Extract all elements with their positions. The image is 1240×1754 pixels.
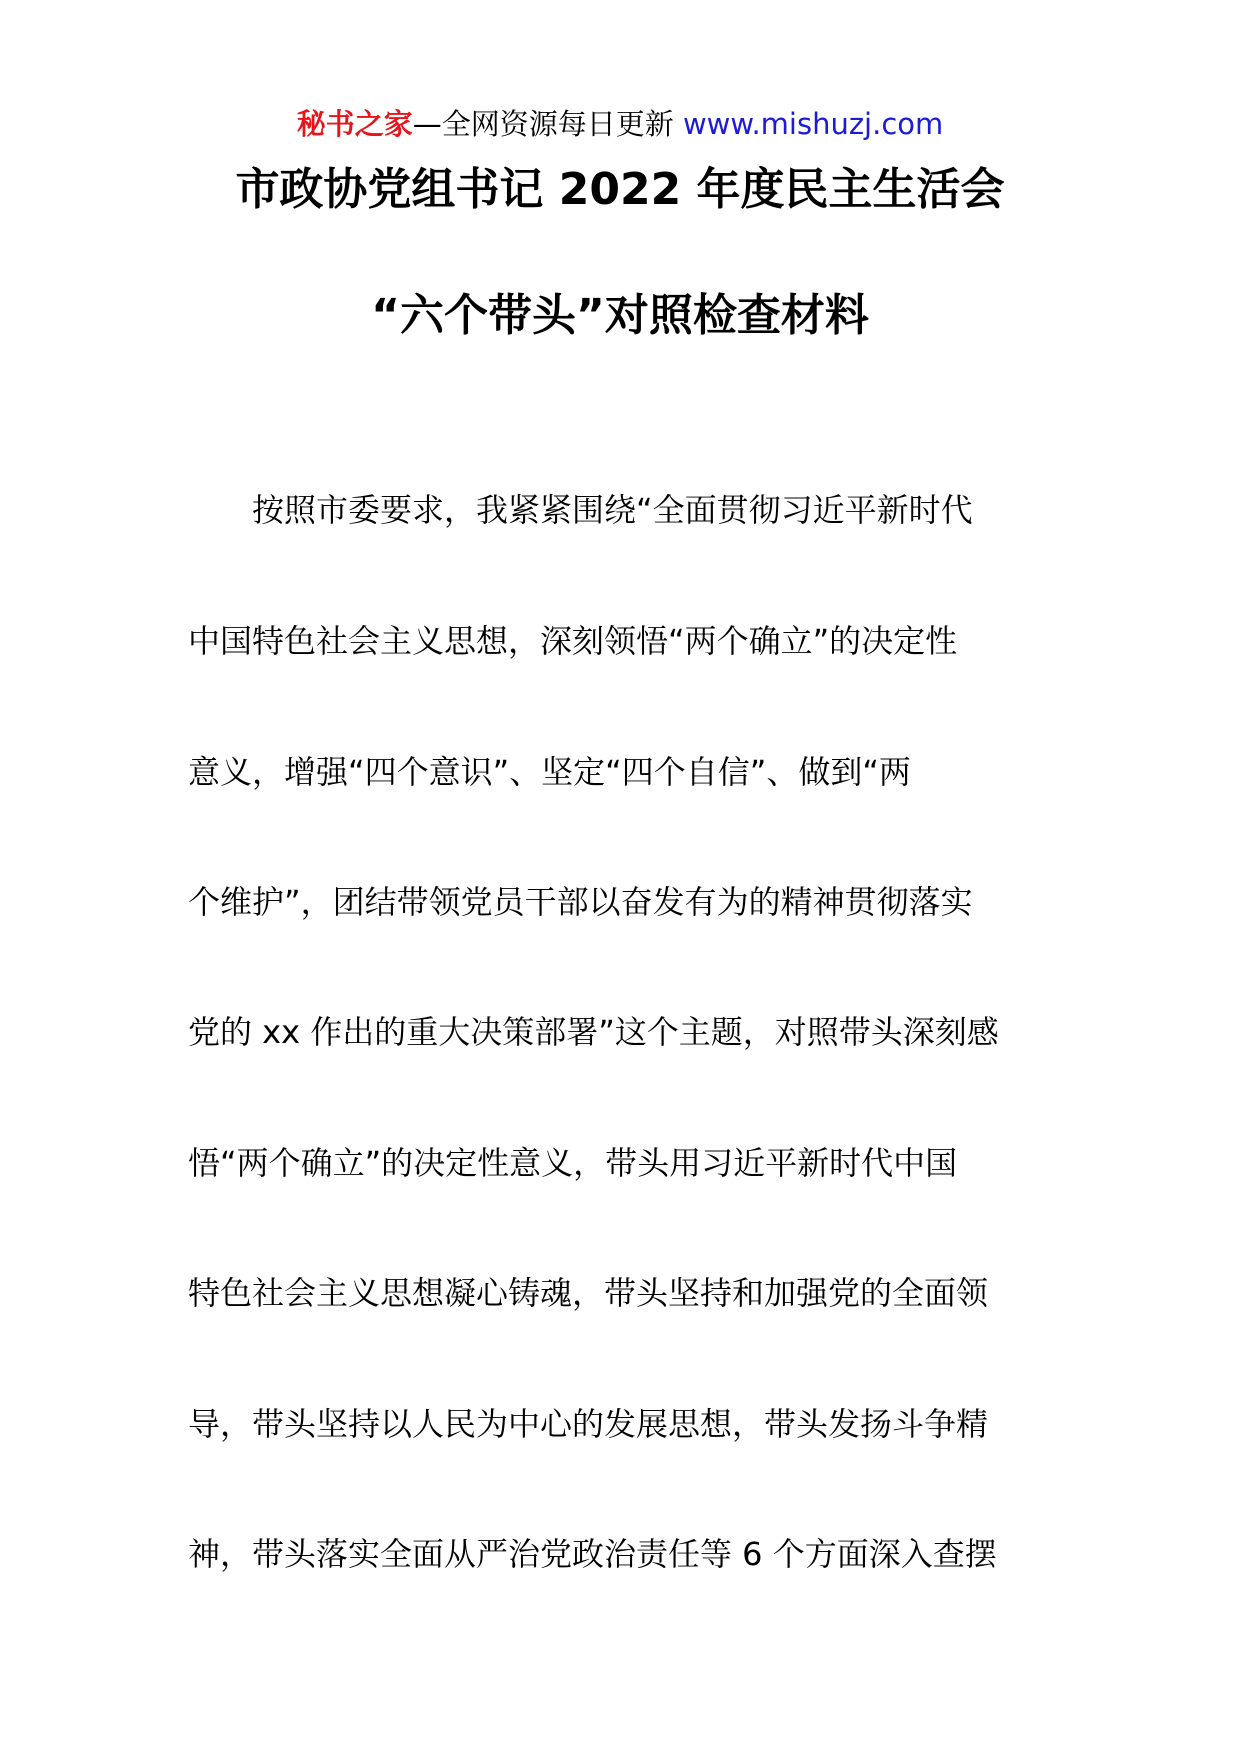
body-line: 党的 xx 作出的重大决策部署”这个主题，对照带头深刻感 [188,1013,999,1051]
body-line: 悟“两个确立”的决定性意义，带头用习近平新时代中国 [188,1144,958,1182]
site-brand: 秘书之家 [296,107,413,141]
document-title-line-2: “六个带头”对照检查材料 [371,290,869,341]
body-line: 导，带头坚持以人民为中心的发展思想，带头发扬斗争精 [188,1405,989,1443]
body-line: 个维护”，团结带领党员干部以奋发有为的精神贯彻落实 [188,883,973,921]
body-line: 神，带头落实全面从严治党政治责任等 6 个方面深入查摆 [188,1535,997,1573]
body-line: 意义，增强“四个意识”、坚定“四个自信”、做到“两 [188,753,911,791]
document-title-line-1: 市政协党组书记 2022 年度民主生活会 [235,164,1005,215]
body-line: 特色社会主义思想凝心铸魂，带头坚持和加强党的全面领 [188,1274,989,1312]
body-line: 中国特色社会主义思想，深刻领悟“两个确立”的决定性 [188,622,958,660]
site-header [0,104,1240,144]
body-line: 按照市委要求，我紧紧围绕“全面贯彻习近平新时代 [252,491,973,529]
site-tagline: —全网资源每日更新 [412,107,674,141]
site-url-link[interactable]: www.mishuzj.com [682,107,944,141]
